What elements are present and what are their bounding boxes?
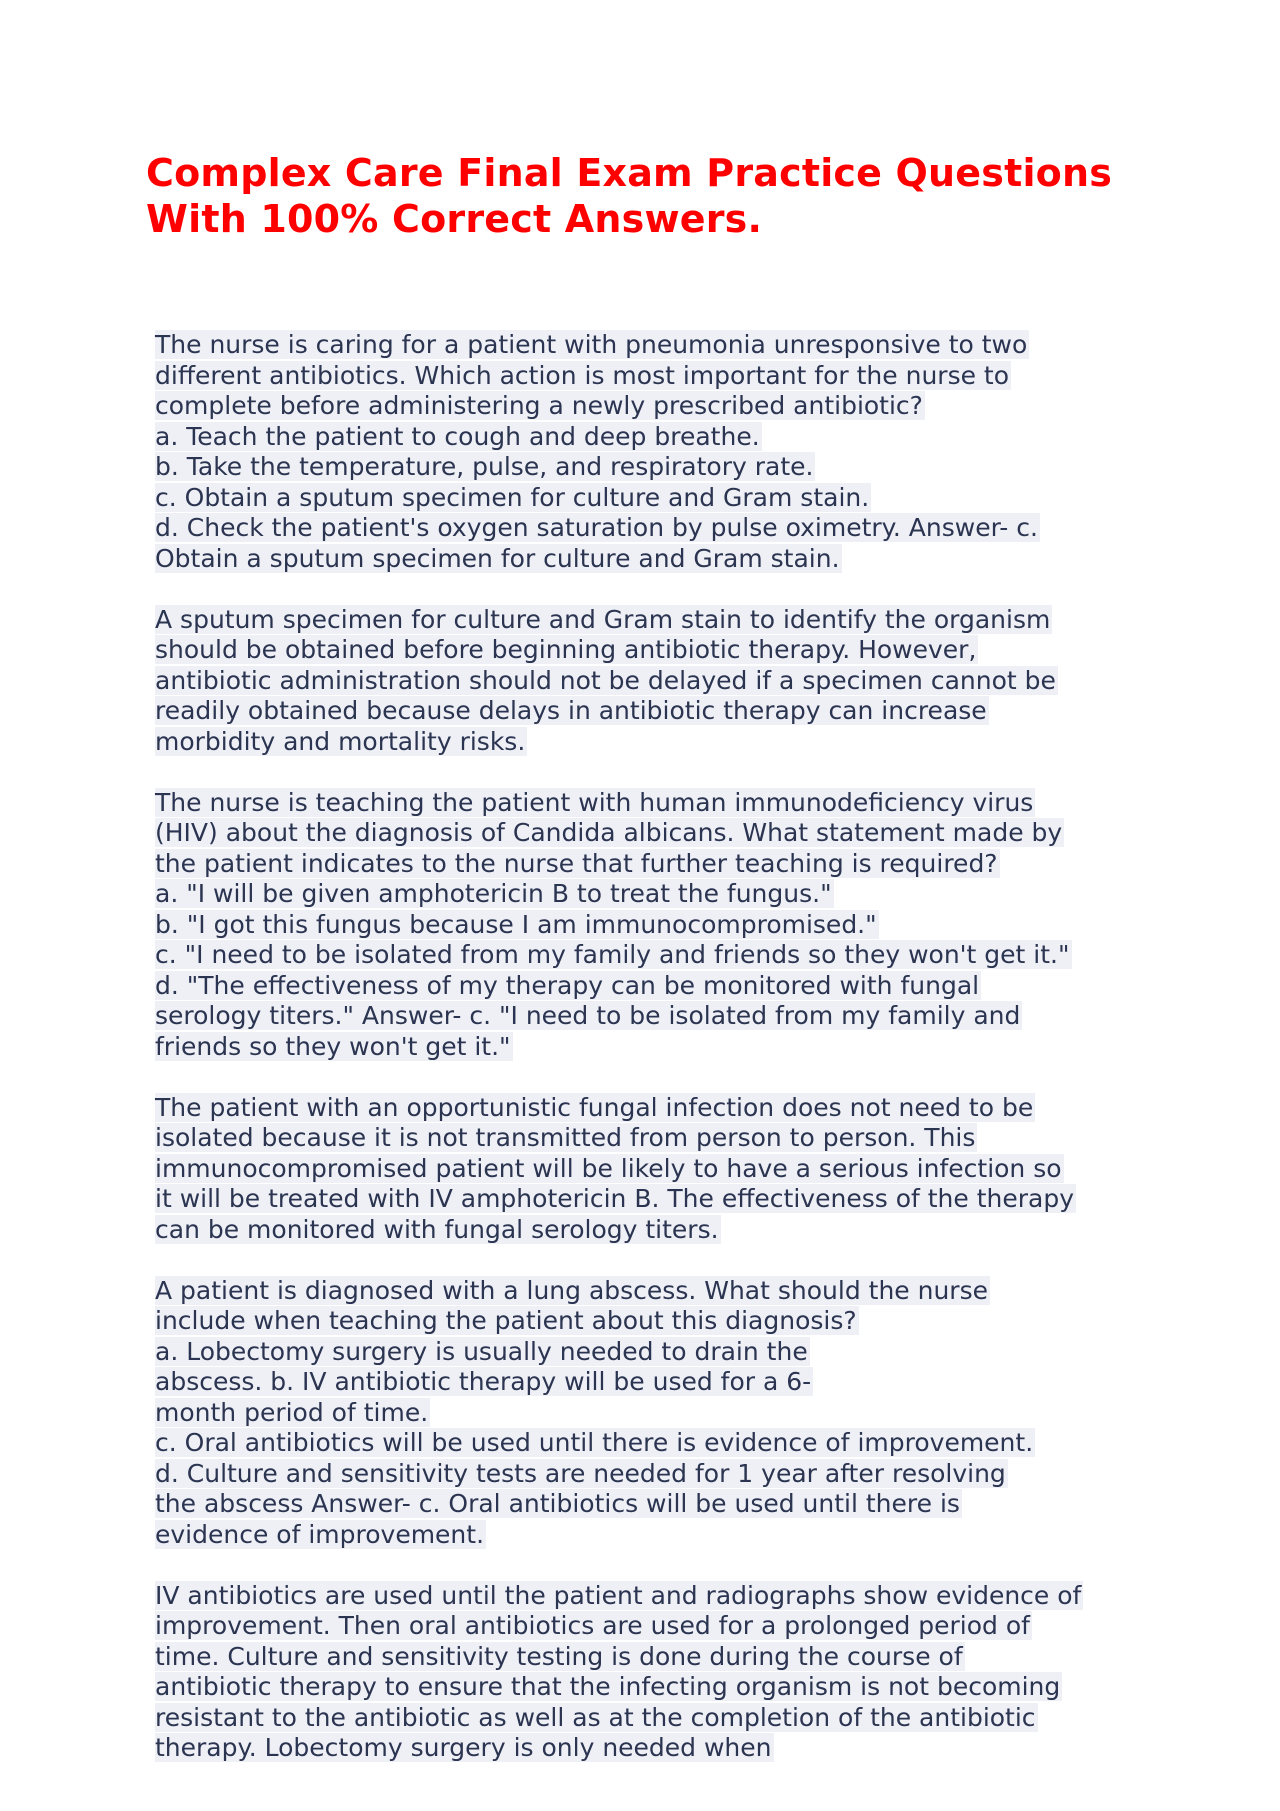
text-line-content: morbidity and mortality risks. — [155, 726, 526, 756]
title-line-1: Complex Care Final Exam Practice Questions — [146, 151, 1113, 195]
text-line-content: antibiotic administration should not be delayed if a specimen cannot be — [155, 665, 1056, 695]
text-line-content: should be obtained before beginning antibiotic therapy. However, — [155, 635, 977, 664]
text-line — [155, 361, 1155, 392]
text-line — [155, 1489, 1155, 1520]
text-line — [155, 1215, 1155, 1246]
text-line — [155, 544, 1155, 575]
text-line — [155, 1123, 1155, 1154]
text-line-content: it will be treated with IV amphotericin B. The effectiveness of the therapy — [155, 1184, 1075, 1213]
text-line — [155, 910, 1155, 941]
text-line — [155, 1459, 1155, 1490]
paragraph-gap — [155, 1245, 1155, 1276]
text-line — [155, 1672, 1155, 1703]
text-line — [155, 452, 1155, 483]
text-line — [155, 605, 1155, 636]
text-line — [155, 1032, 1155, 1063]
text-line — [155, 1733, 1155, 1764]
text-line — [155, 879, 1155, 910]
text-line — [155, 1703, 1155, 1734]
text-line — [155, 1154, 1155, 1185]
text-line — [155, 1337, 1155, 1368]
text-line-content: friends so they won't get it." — [155, 1031, 511, 1061]
text-line — [155, 513, 1155, 544]
paragraph-gap — [155, 1062, 1155, 1093]
text-line-content: month period of time. — [155, 1397, 429, 1427]
title-line-2: With 100% Correct Answers. — [146, 197, 763, 241]
text-line — [155, 1428, 1155, 1459]
text-line-content: resistant to the antibiotic as well as at the completion of the antibiotic — [155, 1702, 1036, 1732]
text-line-content: c. Obtain a sputum specimen for culture and Gram stain. — [155, 482, 870, 512]
text-line-content: The nurse is caring for a patient with pneumonia unresponsive to two — [155, 330, 1028, 359]
text-line-content: therapy. Lobectomy surgery is only needed when — [155, 1733, 772, 1762]
text-line — [155, 1520, 1155, 1551]
text-line-content: d. Culture and sensitivity tests are needed for 1 year after resolving — [155, 1458, 1006, 1488]
question-paragraph — [155, 330, 1155, 574]
text-line-content: (HIV) about the diagnosis of Candida albicans. What statement made by — [155, 818, 1063, 847]
text-line-content: isolated because it is not transmitted from person to person. This — [155, 1123, 976, 1152]
text-line-content: can be monitored with fungal serology titers. — [155, 1214, 719, 1244]
text-line-content: serology titers." Answer- c. "I need to be isolated from my family and — [155, 1001, 1021, 1030]
text-line — [155, 391, 1155, 422]
text-line-content: a. Lobectomy surgery is usually needed to drain the — [155, 1336, 808, 1366]
text-line — [155, 940, 1155, 971]
text-line-content: readily obtained because delays in antibiotic therapy can increase — [155, 696, 987, 725]
text-line-content: Obtain a sputum specimen for culture and Gram stain. — [155, 543, 840, 573]
text-line-content: the abscess Answer- c. Oral antibiotics will be used until there is — [155, 1489, 960, 1518]
rationale-paragraph — [155, 1093, 1155, 1246]
paragraph-gap — [155, 574, 1155, 605]
text-line — [155, 1398, 1155, 1429]
text-line-content: include when teaching the patient about this diagnosis? — [155, 1306, 857, 1335]
text-line-content: complete before administering a newly prescribed antibiotic? — [155, 391, 923, 420]
text-line-content: c. Oral antibiotics will be used until there is evidence of improvement. — [155, 1428, 1034, 1457]
text-line — [155, 1611, 1155, 1642]
rationale-paragraph — [155, 605, 1155, 758]
text-line — [155, 666, 1155, 697]
text-line-content: different antibiotics. Which action is most important for the nurse to — [155, 360, 1010, 390]
text-line-content: immunocompromised patient will be likely to have a serious infection so — [155, 1153, 1062, 1183]
text-line — [155, 849, 1155, 880]
text-line-content: The nurse is teaching the patient with human immunodeficiency virus — [155, 787, 1034, 817]
paragraph-gap — [155, 1550, 1155, 1581]
text-line — [155, 727, 1155, 758]
text-line-content: The patient with an opportunistic fungal infection does not need to be — [155, 1092, 1034, 1122]
text-line-content: the patient indicates to the nurse that further teaching is required? — [155, 848, 998, 878]
rationale-paragraph — [155, 1581, 1155, 1764]
text-line — [155, 1367, 1155, 1398]
question-paragraph — [155, 788, 1155, 1063]
text-line-content: b. Take the temperature, pulse, and respiratory rate. — [155, 452, 814, 481]
text-line — [155, 818, 1155, 849]
document-body — [155, 330, 1155, 1764]
text-line — [155, 971, 1155, 1002]
text-line-content: antibiotic therapy to ensure that the infecting organism is not becoming — [155, 1672, 1061, 1701]
text-line — [155, 1001, 1155, 1032]
text-line-content: c. "I need to be isolated from my family and friends so they won't get it." — [155, 940, 1070, 969]
text-line-content: d. Check the patient's oxygen saturation by pulse oximetry. Answer- c. — [155, 513, 1038, 542]
text-line-content: time. Culture and sensitivity testing is done during the course of — [155, 1641, 963, 1671]
text-line-content: a. Teach the patient to cough and deep breathe. — [155, 421, 760, 451]
text-line — [155, 1184, 1155, 1215]
text-line-content: evidence of improvement. — [155, 1519, 485, 1549]
text-line-content: A patient is diagnosed with a lung abscess. What should the nurse — [155, 1275, 988, 1305]
text-line — [155, 788, 1155, 819]
text-line — [155, 1276, 1155, 1307]
text-line — [155, 422, 1155, 453]
text-line — [155, 1306, 1155, 1337]
text-line — [155, 1642, 1155, 1673]
document-title — [146, 150, 1146, 242]
text-line — [155, 1581, 1155, 1612]
text-line-content: improvement. Then oral antibiotics are used for a prolonged period of — [155, 1611, 1030, 1640]
text-line — [155, 1093, 1155, 1124]
text-line-content: IV antibiotics are used until the patient and radiographs show evidence of — [155, 1580, 1082, 1610]
text-line — [155, 635, 1155, 666]
question-paragraph — [155, 1276, 1155, 1551]
text-line — [155, 696, 1155, 727]
text-line-content: a. "I will be given amphotericin B to treat the fungus." — [155, 879, 832, 908]
text-line — [155, 330, 1155, 361]
text-line-content: A sputum specimen for culture and Gram stain to identify the organism — [155, 604, 1051, 634]
paragraph-gap — [155, 757, 1155, 788]
text-line-content: d. "The effectiveness of my therapy can be monitored with fungal — [155, 970, 980, 1000]
text-line-content: abscess. b. IV antibiotic therapy will be used for a 6- — [155, 1367, 812, 1396]
text-line — [155, 483, 1155, 514]
text-line-content: b. "I got this fungus because I am immunocompromised." — [155, 909, 877, 939]
